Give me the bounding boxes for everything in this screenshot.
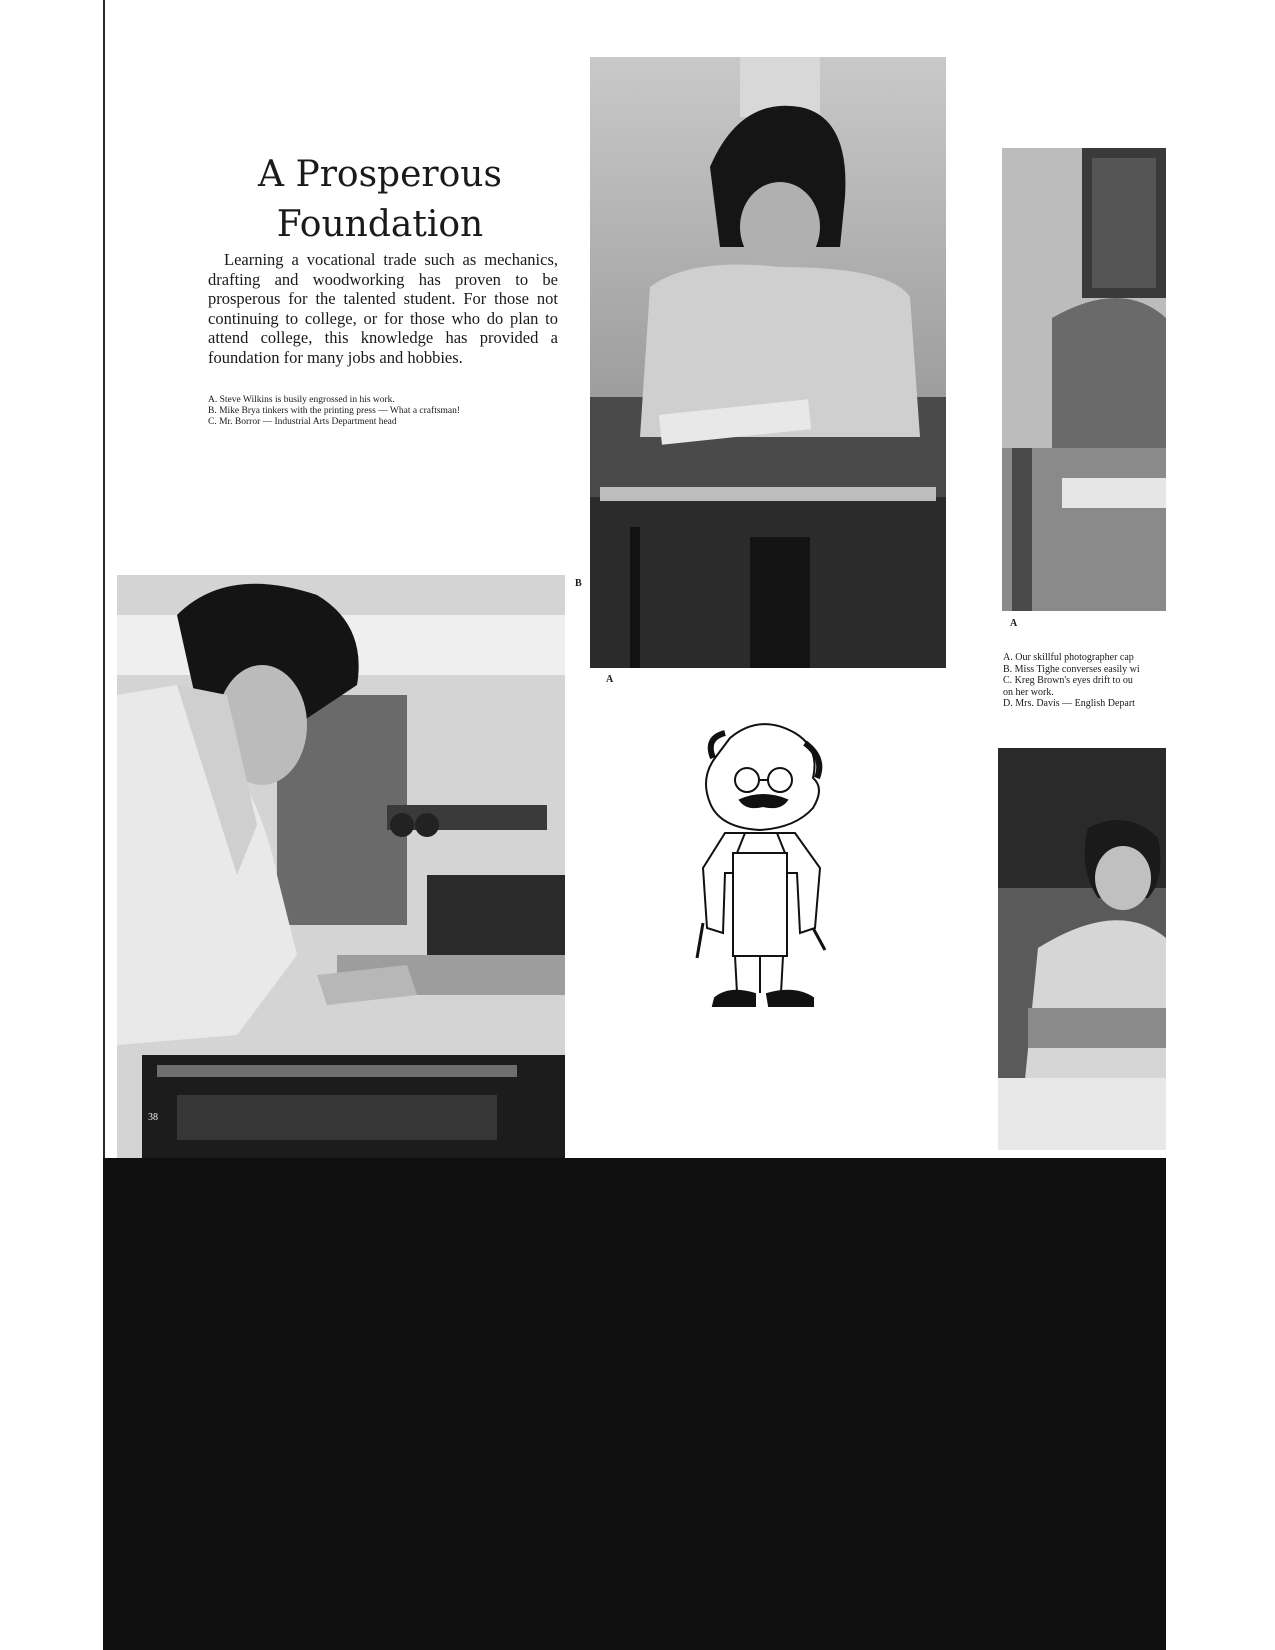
right-caption-c: C. Kreg Brown's eyes drift to ou [1003,675,1133,686]
scan-right-margin [1166,0,1275,1650]
right-caption-a: A. Our skillful photographer cap [1003,652,1134,663]
right-photo-students [998,748,1166,1150]
right-caption-c-cont: on her work. [1003,686,1054,698]
page-number: 38 [148,1112,158,1123]
photo-a-workbench [590,57,946,668]
scan-background [103,1158,1166,1650]
right-photo-captions [1003,652,1163,710]
photo-label-b: B [575,578,582,589]
photo-b-printing-press [117,575,565,1161]
title-line-1: A Prosperous [258,154,502,195]
page-title [215,150,545,250]
photo-captions [208,395,548,428]
caricature-drawing [685,718,835,1028]
caption-c: C. Mr. Borror — Industrial Arts Department head [208,417,397,427]
body-paragraph: Learning a vocational trade such as mechanics, drafting and woodworking has proven to be prosperous for the talented student. For those not continuing to college, or for those who do plan to attend college, this knowledge has provided a foundation for many jobs and hobbies. [208,250,558,367]
right-photo-a [1002,148,1166,611]
right-photo-label-a: A [1010,618,1018,629]
caption-a: A. Steve Wilkins is busily engrossed in his work. [208,395,395,405]
right-caption-b: B. Miss Tighe converses easily wi [1003,663,1140,675]
photo-label-a: A [606,674,614,685]
caption-b: B. Mike Brya tinkers with the printing press — What a craftsman! [208,406,461,416]
right-caption-d: D. Mrs. Davis — English Depart [1003,698,1135,709]
title-line-2: Foundation [276,204,484,245]
